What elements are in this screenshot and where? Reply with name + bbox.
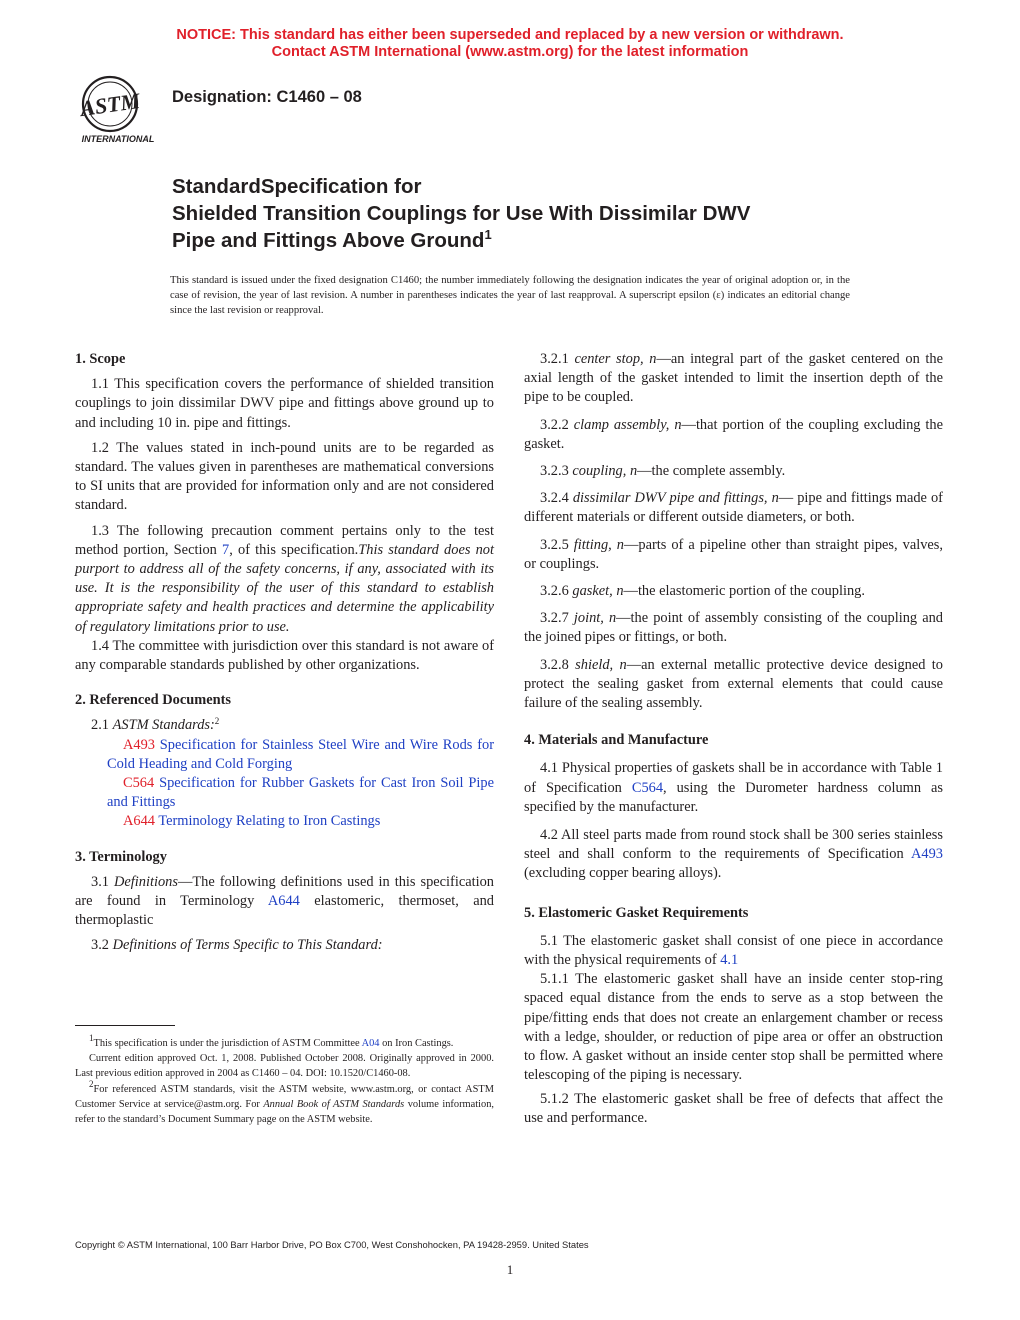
footnote-1-mark: 1 — [89, 1033, 94, 1043]
definition-term: joint, n — [573, 610, 617, 627]
para-5-1-2: 5.1.2 The elastomeric gasket shall be free of defects that affect the use and performance. — [524, 1090, 943, 1126]
definition-term: coupling, n — [572, 463, 638, 480]
footnote-2 — [75, 1078, 494, 1128]
c564-link[interactable]: C564 — [631, 779, 664, 796]
section-7-link[interactable]: 7 — [222, 541, 230, 558]
definition-item — [524, 582, 943, 601]
section-5-heading: 5. Elastomeric Gasket Requirements — [524, 904, 749, 921]
definition-term: gasket, n — [572, 583, 624, 600]
title-line-2: Shielded Transition Couplings for Use With Dissimilar DWV — [172, 202, 751, 225]
definition-number: 3.2.1 — [540, 351, 575, 367]
ref-item-c564 — [75, 774, 494, 812]
para-4-1-text: 4.1 Physical properties of gaskets shall be in accordance with Table 1 of Specification — [524, 760, 943, 796]
title-line-1: StandardSpecification for — [172, 175, 422, 198]
definition-text: —the point of assembly consisting of the coupling and the joined pipes or fittings, or both. — [524, 610, 943, 646]
definition-item — [524, 536, 943, 574]
para-3-1 — [75, 873, 494, 931]
notice-line-1: NOTICE: This standard has either been superseded and replaced by a new version or withdrawn. — [176, 27, 844, 43]
definition-term: fitting, n — [573, 536, 624, 553]
para-5-1-1: 5.1.1 The elastomeric gasket shall have an inside center stop-ring spaced equal distance from the ends to serve as a stop between the pipe/fitting ends that does not create an enlargement chamber or recess with a ledge, shoulder, or reduction of pipe area or offer an obstruction to flow. A gasket without an inside center stop shall be permitted where telescoping of the piping is necessary. — [524, 971, 943, 1084]
para-4-1 — [524, 759, 943, 817]
para-3-2 — [75, 936, 494, 955]
left-column — [75, 350, 494, 956]
definition-item — [524, 350, 943, 408]
definition-item — [524, 489, 943, 527]
para-4-2-text: 4.2 All steel parts made from round stock shall be 300 series stainless steel and shall conform to the requirements of Specification — [524, 827, 943, 863]
definitions-list — [524, 350, 943, 713]
definition-number: 3.2.7 — [540, 610, 574, 627]
ref-title-c564[interactable]: Specification for Rubber Gaskets for Cast Iron Soil Pipe and Fittings — [107, 775, 494, 811]
issuance-statement: This standard is issued under the fixed designation C1460; the number immediately following the designation indicates the year of original adoption or, in the case of revision, the year of last revision. A number in parentheses indicates the year of last reapproval. A superscript epsilon (ε) indicates an editorial change since the last revision or reapproval. — [170, 275, 850, 316]
para-4-1-text-b: , using the Durometer hardness column as specified by the manufacturer. — [524, 779, 943, 815]
para-5-1 — [524, 932, 943, 970]
page-number: 1 — [506, 1262, 514, 1277]
section-3-heading: 3. Terminology — [75, 848, 167, 865]
definition-number: 3.2.6 — [540, 583, 573, 600]
astm-standards-label: ASTM Standards: — [112, 717, 215, 734]
para-3-1-text: —The following definitions used in this specification are found in Terminology — [75, 873, 495, 910]
section-4-1-link[interactable]: 4.1 — [720, 952, 739, 969]
para-3-1-num: 3.1 — [91, 873, 114, 890]
ref-code-a493[interactable]: A493 — [123, 736, 155, 753]
definition-text: — pipe and fittings made of different materials or different outside diameters, or both. — [524, 490, 943, 526]
para-3-2-num: 3.2 — [91, 937, 113, 954]
section-1-heading: 1. Scope — [75, 351, 126, 367]
definition-text: —that portion of the coupling excluding the gasket. — [524, 416, 943, 452]
footnote-2-text-b: volume information, refer to the standard’s Document Summary page on the ASTM website. — [75, 1098, 494, 1126]
definition-term: clamp assembly, n — [573, 416, 682, 433]
a644-link[interactable]: A644 — [267, 893, 300, 910]
committee-a04-link[interactable]: A04 — [361, 1038, 380, 1049]
copyright: Copyright © ASTM International, 100 Barr Harbor Drive, PO Box C700, West Conshohocken, PA 19428-2959. United States — [75, 1239, 589, 1250]
definitions-label: Definitions — [113, 873, 178, 890]
ref-title-a644[interactable]: Terminology Relating to Iron Castings — [154, 813, 381, 830]
definition-item — [524, 462, 943, 481]
definition-number: 3.2.8 — [540, 656, 576, 673]
footnote-1 — [75, 1033, 494, 1051]
definition-number: 3.2.3 — [540, 463, 573, 480]
footnote-2-text: For referenced ASTM standards, visit the ASTM website, www.astm.org, or contact ASTM Customer Service at service@astm.org. For — [75, 1083, 494, 1110]
ref-item-a644 — [75, 812, 494, 831]
para-5-1-text: 5.1 The elastomeric gasket shall consist of one piece in accordance with the physical requirements of — [524, 932, 943, 969]
definition-term: shield, n — [575, 656, 627, 673]
para-3-1-text-b: elastomeric, thermoset, and thermoplastic — [75, 893, 494, 929]
definition-text: —parts of a pipeline other than straight pipes, valves, or couplings. — [524, 536, 943, 572]
notice-line-2: Contact ASTM International (www.astm.org) for the latest information — [271, 44, 749, 60]
footnote-1-text: This specification is under the jurisdiction of ASTM Committee — [93, 1038, 362, 1049]
footnote-divider — [75, 1025, 175, 1026]
definition-item — [524, 609, 943, 647]
title-footnote-mark: 1 — [484, 227, 492, 242]
para-1-1: 1.1 This specification covers the performance of shielded transition couplings to join dissimilar DWV pipe and fittings above ground up to and including 10 in. pipe and fittings. — [75, 376, 494, 431]
footnotes — [75, 1033, 494, 1127]
logo-subtext: INTERNATIONAL — [81, 134, 155, 144]
definition-item — [524, 416, 943, 454]
ref-item-a493 — [75, 736, 494, 774]
para-4-2-text-b: (excluding copper bearing alloys). — [524, 865, 722, 882]
annual-book-title: Annual Book of ASTM Standards — [263, 1098, 405, 1110]
definition-term: dissimilar DWV pipe and fittings, n — [572, 490, 779, 507]
section-4-heading: 4. Materials and Manufacture — [524, 732, 709, 749]
definition-text: —an external metallic protective device designed to protect the sealing gasket from external elements that could cause failure of the sealing assembly. — [524, 656, 944, 712]
ref-code-a644[interactable]: A644 — [123, 813, 155, 830]
definition-text: —the complete assembly. — [637, 463, 786, 480]
section-2-heading: 2. Referenced Documents — [75, 692, 231, 709]
definition-text: —the elastomeric portion of the coupling. — [623, 583, 865, 600]
notice-banner — [0, 27, 1020, 61]
designation: Designation: C1460 – 08 — [172, 88, 362, 106]
definition-number: 3.2.5 — [540, 536, 574, 553]
definition-number: 3.2.2 — [540, 416, 574, 433]
definition-text: —an integral part of the gasket centered on the axial length of the gasket intended to limit the insertion depth of the pipe to be coupled. — [524, 351, 943, 406]
standard-title — [172, 173, 932, 254]
logo-text: ASTM — [78, 87, 142, 122]
footnote-1-text-b: on Iron Castings. — [379, 1038, 454, 1049]
para-1-4: 1.4 The committee with jurisdiction over this standard is not aware of any comparable standards published by other organizations. — [75, 637, 494, 674]
para-2-1 — [75, 716, 494, 735]
definitions-specific-label: Definitions of Terms Specific to This Standard: — [112, 937, 383, 954]
footnote-2-mark-bottom: 2 — [89, 1078, 94, 1089]
definition-number: 3.2.4 — [540, 490, 573, 507]
definition-term: center stop, n — [574, 351, 657, 367]
para-1-3-text: 1.3 The following precaution comment pertains only to the test method portion, Section — [75, 522, 494, 558]
para-4-2 — [524, 826, 943, 884]
footnote-2-mark: 2 — [214, 716, 220, 727]
a493-link[interactable]: A493 — [911, 846, 943, 863]
footnote-1-edition: Current edition approved Oct. 1, 2008. Published October 2008. Originally approved in 2000. Last previous edition approved in 2004 as C1460 – 04. DOI: 10.1520/C1460-08. — [75, 1053, 494, 1080]
astm-logo-icon — [72, 74, 162, 146]
definition-item — [524, 656, 943, 714]
right-column — [524, 350, 943, 1128]
ref-code-c564[interactable]: C564 — [123, 775, 155, 792]
para-1-3-text-b: , of this specification. — [229, 541, 359, 558]
para-2-1-num: 2.1 — [91, 717, 113, 734]
para-1-2: 1.2 The values stated in inch-pound units are to be regarded as standard. The values given in parentheses are mathematical conversions to SI units that are provided for information only and are not considered standard. — [75, 439, 494, 514]
safety-caveat: This standard does not purport to address all of the safety concerns, if any, associated with its use. It is the responsibility of the user of this standard to establish appropriate safety and health practices and determine the applicability of regulatory limitations prior to use. — [75, 541, 494, 635]
para-1-3 — [75, 522, 494, 637]
title-line-3: Pipe and Fittings Above Ground — [172, 229, 485, 252]
ref-title-a493[interactable]: Specification for Stainless Steel Wire and Wire Rods for Cold Heading and Cold Forging — [107, 736, 494, 772]
